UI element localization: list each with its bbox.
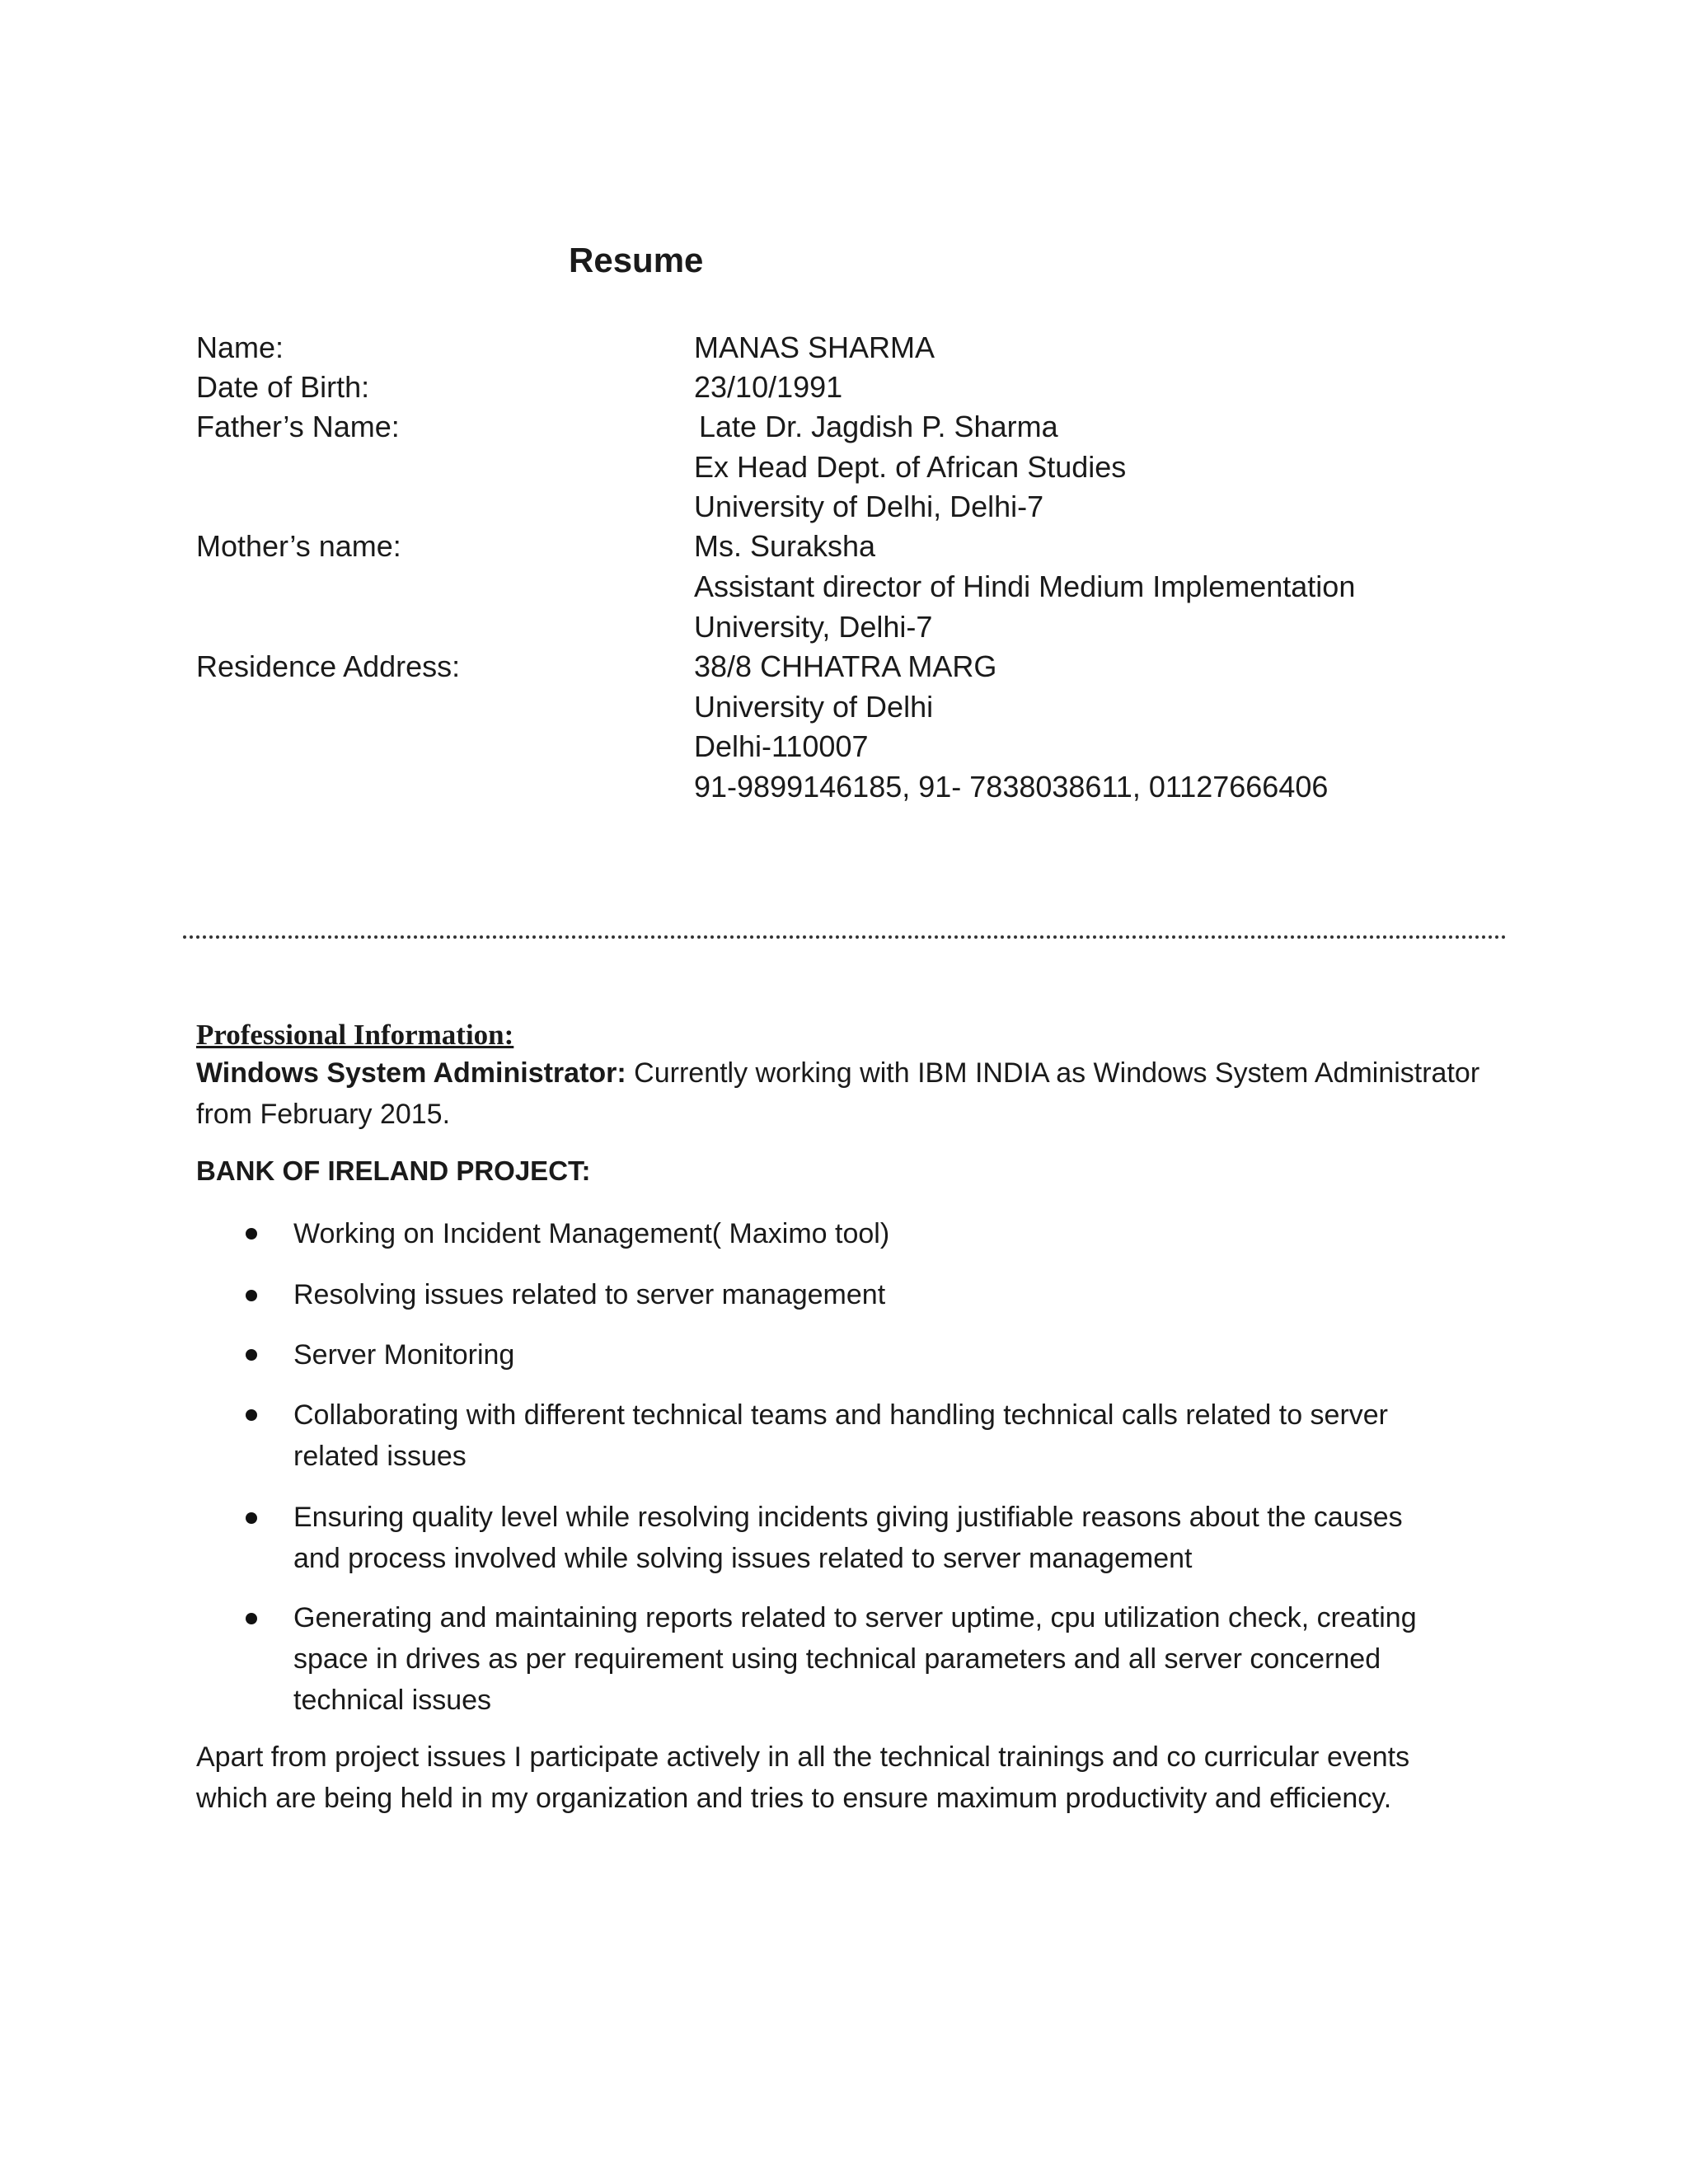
role-text: Currently working with IBM INDIA as Windows System Administrator from February 2015. [196,1057,1480,1130]
bullet-item-1: Working on Incident Management( Maximo tool) [293,1218,890,1249]
mother-name-line-2: Assistant director of Hindi Medium Implementation [694,569,1356,603]
address-line-2: University of Delhi [694,690,934,724]
mother-name-line-1: Ms. Suraksha [694,529,876,563]
role-label: Windows System Administrator: [196,1057,626,1089]
bullet-item-2: Resolving issues related to server management [293,1279,886,1310]
address-line-3: Delhi-110007 [694,729,869,763]
document-title: Resume [569,241,704,279]
mother-name-label: Mother’s name: [196,529,401,563]
bullet-icon [246,1512,257,1524]
current-role-paragraph [196,1052,1482,1135]
residence-address-label: Residence Address: [196,649,461,683]
professional-info-heading: Professional Information: [196,1019,514,1051]
father-name-line-2: Ex Head Dept. of African Studies [694,450,1127,484]
address-phone-line: 91-9899146185, 91- 7838038611, 01127666406 [694,770,1329,804]
closing-paragraph: Apart from project issues I participate actively in all the technical trainings and co curricular events which are being held in my organization and tries to ensure maximum productivity and efficiency. [196,1741,1410,1814]
bullet-icon [246,1349,257,1361]
mother-name-line-3: University, Delhi-7 [694,610,933,644]
address-line-1: 38/8 CHHATRA MARG [694,649,997,683]
dob-label: Date of Birth: [196,370,370,404]
bullet-icon [246,1228,257,1240]
father-name-label: Father’s Name: [196,410,400,443]
father-name-line-1: Late Dr. Jagdish P. Sharma [699,410,1058,443]
bullet-icon [246,1290,257,1301]
name-label: Name: [196,330,284,364]
bullet-item-4: Collaborating with different technical teams and handling technical calls related to server related issues [293,1399,1389,1472]
bullet-item-6: Generating and maintaining reports related to server uptime, cpu utilization check, creating space in drives as per requirement using technical parameters and all server concerned technical issues [293,1602,1417,1716]
dob-value: 23/10/1991 [694,370,843,404]
bullet-item-3: Server Monitoring [293,1339,515,1371]
name-value: MANAS SHARMA [694,330,935,364]
project-title: BANK OF IRELAND PROJECT: [196,1155,591,1186]
father-name-line-3: University of Delhi, Delhi-7 [694,490,1044,523]
bullet-item-5: Ensuring quality level while resolving incidents giving justifiable reasons about the causes and process involved while solving issues related to server management [293,1502,1403,1574]
bullet-icon [246,1409,257,1421]
dotted-divider [183,935,1507,939]
bullet-icon [246,1613,257,1624]
